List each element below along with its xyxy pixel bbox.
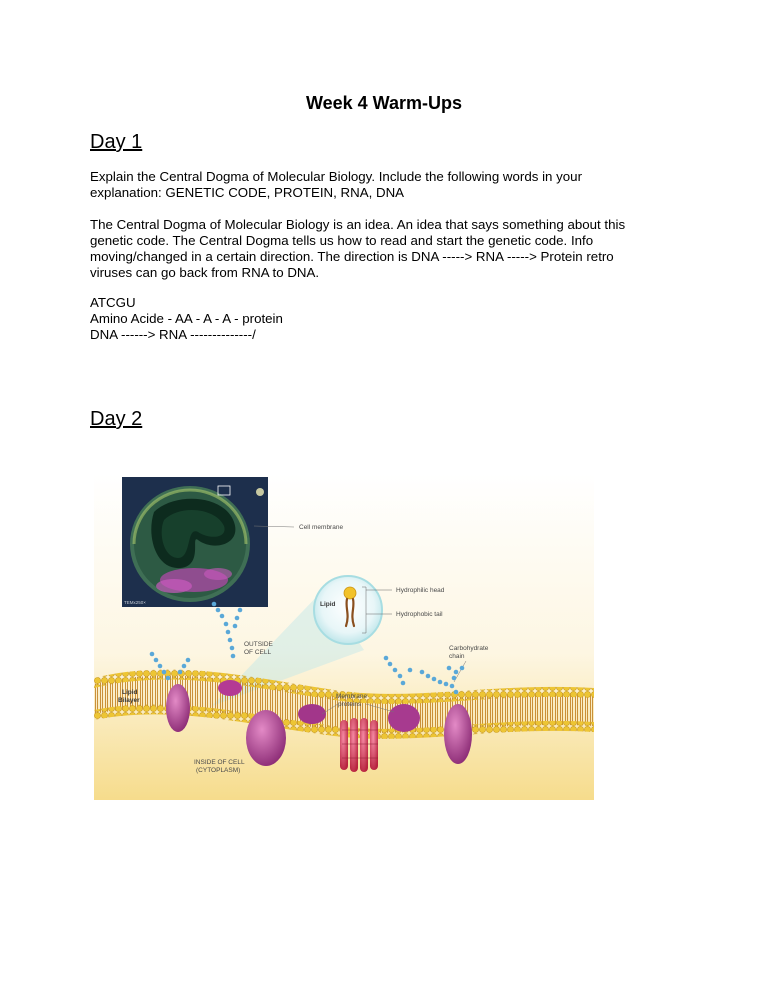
inside-cell-label-1: INSIDE OF CELL	[194, 759, 245, 766]
micrograph-image	[122, 477, 268, 607]
outside-cell-label-1: OUTSIDE	[244, 641, 273, 648]
day1-prompt-line: explanation: GENETIC CODE, PROTEIN, RNA, DNA	[90, 185, 405, 200]
inside-cell-label-2: (CYTOPLASM)	[196, 767, 241, 774]
lipid-label: Lipid	[320, 601, 336, 608]
day1-prompt-line: Explain the Central Dogma of Molecular Biology. Include the following words in your	[90, 169, 582, 184]
day1-heading: Day 1	[90, 131, 143, 153]
day1-notes-line: ATCGU	[90, 295, 136, 310]
membrane-proteins-label-2: proteins	[338, 701, 362, 708]
outside-cell-label-2: OF CELL	[244, 649, 272, 656]
day1-answer-line: genetic code. The Central Dogma tells us how to read and start the genetic code. Info	[90, 233, 594, 248]
magnification-label: TEMx250×	[124, 600, 146, 605]
cell-membrane-label: Cell membrane	[299, 524, 344, 531]
cell-membrane-diagram	[94, 474, 594, 800]
day1-answer-line: viruses can go back from RNA to DNA.	[90, 265, 320, 280]
hydrophobic-tail-label: Hydrophobic tail	[396, 611, 443, 618]
hydrophilic-head-label: Hydrophilic head	[396, 587, 445, 594]
day1-notes-line: DNA ------> RNA --------------/	[90, 327, 256, 342]
day1-answer-line: moving/changed in a certain direction. The direction is DNA -----> RNA -----> Protein retro	[90, 249, 614, 264]
page-title: Week 4 Warm-Ups	[305, 93, 463, 113]
day1-answer-line: The Central Dogma of Molecular Biology is an idea. An idea that says something about this	[90, 217, 626, 232]
lipid-bilayer-label-1: Lipid	[122, 689, 138, 696]
day1-prompt	[90, 169, 650, 201]
day1-notes	[90, 295, 650, 343]
membrane-proteins-label-1: Membrane	[336, 693, 368, 700]
lipid-bilayer-label-2: Bilayer	[118, 697, 140, 704]
carbohydrate-label-1: Carbohydrate	[449, 645, 489, 652]
carbohydrate-label-2: chain	[449, 653, 465, 660]
day2-heading: Day 2	[90, 408, 143, 430]
day1-notes-line: Amino Acide - AA - A - A - protein	[90, 311, 283, 326]
day1-answer	[90, 217, 650, 281]
